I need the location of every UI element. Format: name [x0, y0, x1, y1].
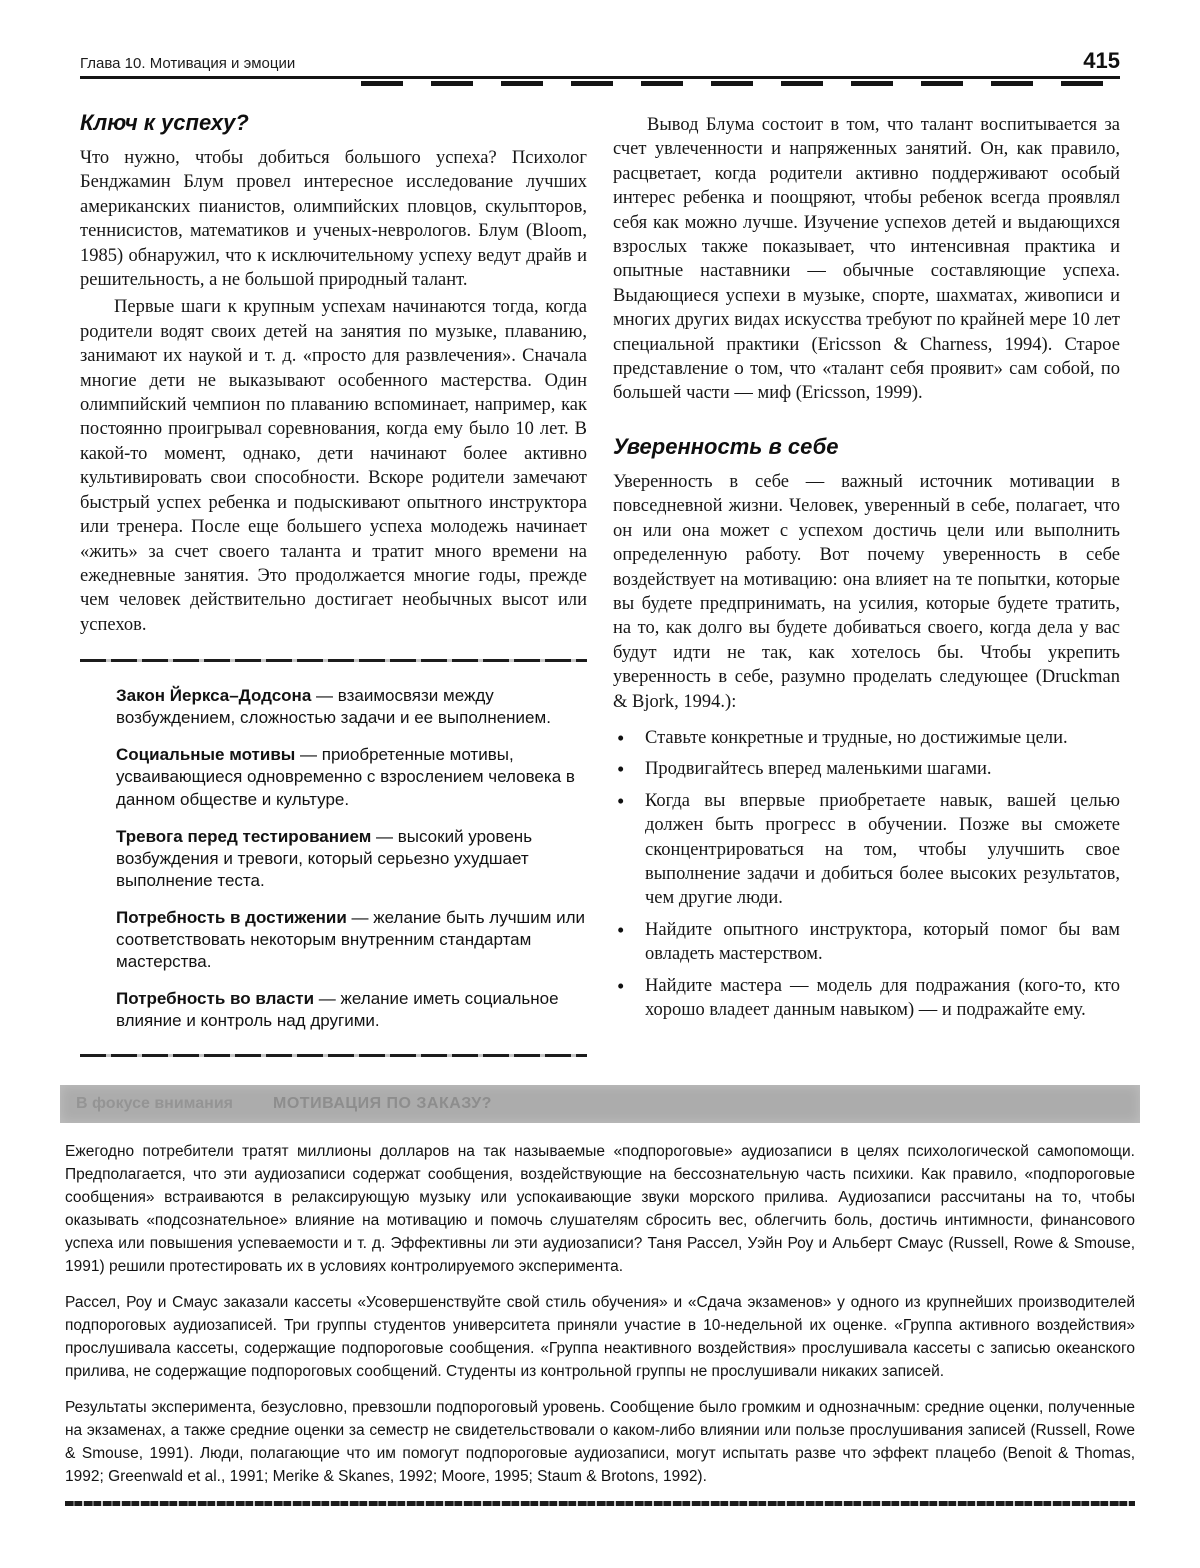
glossary-box: [80, 662, 587, 1032]
glossary-entry: [116, 988, 587, 1032]
bullet-item: • Найдите мастера — модель для подражания (кого-то, кто хорошо владеет данным навыком) — и подражайте ему.: [645, 974, 1120, 1023]
paragraph: Что нужно, чтобы добиться большого успеха? Психолог Бенджамин Блум провел интересное исследование лучших американских пианистов, олимпийских пловцов, скульпторов, теннисистов, математиков и ученых-неврологов. Блум (Bloom, 1985) обнаружил, что к исключительному успеху ведут драйв и решительность, а не большой природный талант.: [80, 148, 587, 291]
advice-bullet-list: [613, 726, 1120, 1022]
focus-of-attention-banner: [60, 1085, 1140, 1123]
glossary-definition: — взаимосвязи между возбуждением, сложностью задачи и ее выполнением.: [116, 686, 551, 728]
paragraph: Уверенность в себе — важный источник мотивации в повседневной жизни. Человек, уверенный в себе, полагает, что он или она может с успехом достичь цели или выполнить определенную работу. Вот почему уверенность в себе воздействует на мотивацию: она влияет на те попытки, которые вы будете предпринимать, на усилия, которые будете тратить, на то, как долго вы будете добиваться своего, когда дела у вас будут идти не так, как хотелось бы. Чтобы укрепить уверенность в себе, разумно проделать следующее (Druckman & Bjork, 1994.):: [613, 471, 1120, 712]
glossary-entry: [116, 685, 587, 729]
focus-box-body: [65, 1141, 1135, 1488]
section-heading-self-confidence: Уверенность в себе: [613, 433, 839, 459]
glossary-entry: [116, 744, 587, 810]
bullet-item: • Продвигайтесь вперед маленькими шагами.: [645, 757, 1120, 781]
focus-paragraph: Результаты эксперимента, безусловно, превзошли подпороговый уровень. Сообщение было громким и однозначным: средние оценки, полученные на экзаменах, а также средние оценки за семестр не свидетельствовали о каком-либо влиянии или пользе прослушивания записей (Russell, Rowe & Smouse, 1991). Люди, полагающие что им помогут подпороговые аудиозаписи, могут испытать разве что эффект плацебо (Benoit & Thomas, 1992; Greenwald et al., 1991; Merike & Skanes, 1992; Moore, 1995; Staum & Brotons, 1992).: [65, 1398, 1135, 1485]
focus-banner-label: В фокусе внимания: [76, 1095, 234, 1113]
glossary-entry: [116, 907, 587, 973]
focus-paragraph: Ежегодно потребители тратят миллионы долларов на так называемые «подпороговые» аудиозаписи в целях психологической самопомощи. Предполагается, что эти аудиозаписи содержат сообщения, воздействующие на бессознательную часть психики. Как правило, «подпороговые сообщения» встраиваются в релаксирующую музыку или успокаивающие звуки морского прилива. Аудиозаписи рассчитаны на то, чтобы оказывать «подсознательное» влияние на мотивацию и помочь слушателям сбросить вес, облегчить боль, достичь интимности, финансового успеха или повышения успеваемости и т. д. Эффективны ли эти аудиозаписи? Таня Рассел, Уэйн Роу и Альберт Смаус (Russell, Rowe & Smouse, 1991) решили протестировать их в условиях контролируемого эксперимента.: [65, 1143, 1135, 1276]
focus-paragraph: Рассел, Роу и Смаус заказали кассеты «Усовершенствуйте свой стиль обучения» и «Сдача экзаменов» у одного из крупнейших производителей подпороговых аудиозаписей. Три группы студентов университета приняли участие в 10-недельной их оценке. «Группа активного воздействия» прослушивала кассеты, содержащие подпороговые сообщения. «Группа неактивного воздействия» прослушивала кассеты с записью океанского прилива, не содержащие подпороговых сообщений. Студенты из контрольной группы не прослушивали никаких записей.: [65, 1293, 1135, 1380]
bullet-item: • Ставьте конкретные и трудные, но достижимые цели.: [645, 726, 1120, 750]
glossary-definition: — желание быть лучшим или соответствовать некоторым внутренним стандартам мастерства.: [116, 907, 586, 972]
page-header: [80, 50, 1120, 72]
bullet-item: • Когда вы впервые приобретаете навык, вашей целью должен быть прогресс в обучении. Позже вы сможете сконцентрироваться на том, чтобы улучшить свое выполнение задачи и добиться более высоких результатов, чем другие люди.: [645, 789, 1120, 911]
glossary-definition: — высокий уровень возбуждения и тревоги, который серьезно ухудшает выполнение теста.: [116, 826, 533, 890]
glossary-definition: — приобретенные мотивы, усваивающиеся одновременно с взрослением человека в данном обществе и культуре.: [116, 745, 575, 809]
chapter-title: Глава 10. Мотивация и эмоции: [80, 55, 296, 72]
right-column: [613, 110, 1120, 1057]
section-heading-key-to-success: Ключ к успеху?: [80, 110, 249, 135]
glossary-term: Тревога перед тестированием: [116, 826, 372, 846]
header-dashed-rule: [361, 81, 1120, 86]
glossary-term: Потребность во власти: [116, 989, 315, 1009]
paragraph: Вывод Блума состоит в том, что талант воспитывается за счет увлеченности и напряженных занятий. Он, как правило, расцветает, когда родители активно поддерживают особый интерес ребенка и поощряют, чтобы ребенок всегда проявлял себя как можно лучше. Изучение успехов детей и выдающихся взрослых также показывает, что интенсивная практика и опытные наставники — обычные составляющие успеха. Выдающиеся успехи в музыке, спорте, шахматах, живописи и многих других видах искусства требуют по крайней мере 10 лет специальной практики (Ericsson & Charness, 1994). Старое представление о том, что «талант себя проявит» сам собой, по большей части — миф (Ericsson, 1999).: [613, 115, 1120, 404]
page-number: 415: [1083, 48, 1120, 73]
left-column: [80, 110, 587, 1057]
focus-banner-title: МОТИВАЦИЯ ПО ЗАКАЗУ?: [273, 1095, 492, 1113]
two-column-layout: [80, 110, 1120, 1057]
paragraph: Первые шаги к крупным успехам начинаются тогда, когда родители водят своих детей на занятия по музыке, плаванию, занимают их наукой и т. д. «просто для развлечения». Сначала многие дети не выказывают особенного мастерства. Один олимпийский чемпион по плаванию вспоминает, например, как постоянно проигрывал соревнования, когда ему было 10 лет. В какой-то момент, однако, дети начинают более активно культивировать свои способности. Вскоре родители замечают быстрый успех ребенка и подыскивают опытного инструктора или тренера. После еще большего успеха молодежь начинает «жить» за счет своего таланта и тратит много времени на ежедневные занятия. Это продолжается многие годы, прежде чем человек действительно достигает необычных высот или успехов.: [80, 297, 587, 635]
glossary-term: Закон Йеркса–Додсона: [116, 686, 312, 706]
header-rule: [80, 76, 1120, 79]
glossary-term: Социальные мотивы: [116, 745, 296, 765]
bullet-item: • Найдите опытного инструктора, который помог бы вам овладеть мастерством.: [645, 918, 1120, 967]
glossary-definition: — желание иметь социальное влияние и контроль над другими.: [116, 989, 559, 1031]
glossary-entry: [116, 826, 587, 892]
hatched-divider-bottom: [80, 1054, 587, 1057]
bottom-hatched-rule: [65, 1501, 1135, 1506]
glossary-term: Потребность в достижении: [116, 907, 347, 927]
